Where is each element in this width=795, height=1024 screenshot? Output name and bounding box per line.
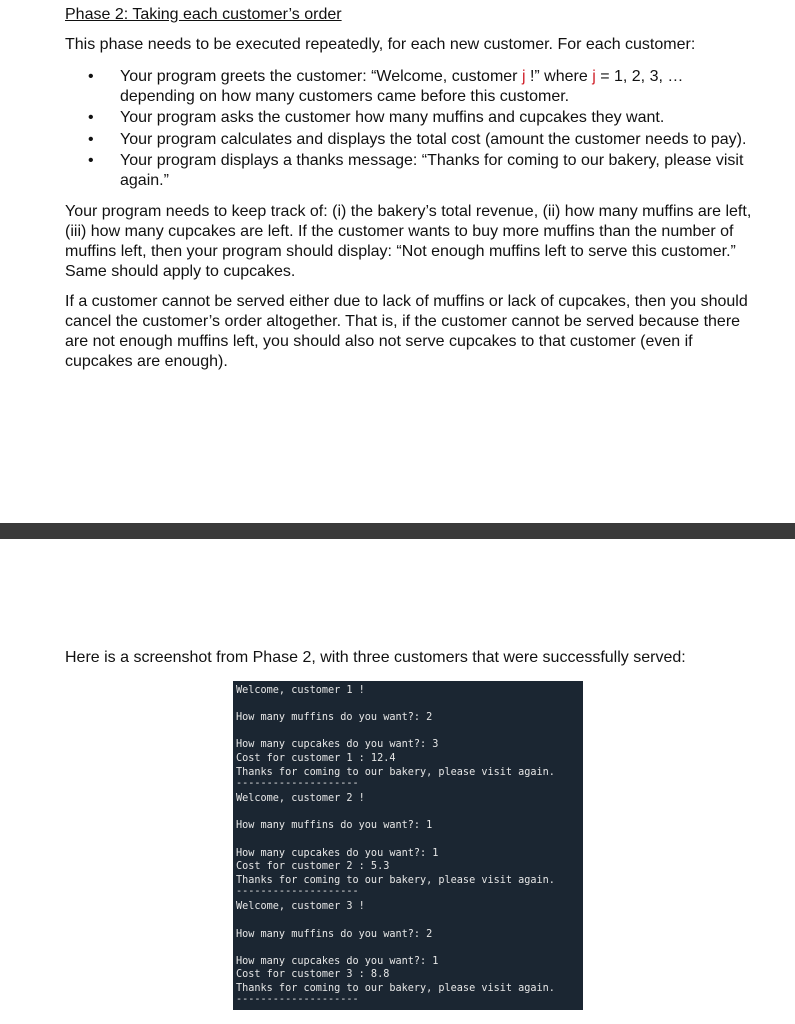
console-line: How many cupcakes do you want?: 3 bbox=[236, 739, 439, 751]
phase-section bbox=[65, 4, 755, 372]
variable-j: j bbox=[521, 68, 526, 85]
console-line: Cost for customer 1 : 12.4 bbox=[236, 752, 396, 764]
console-line: How many cupcakes do you want?: 1 bbox=[236, 847, 439, 859]
section-heading: Phase 2: Taking each customer’s order bbox=[65, 6, 342, 23]
list-item: • Your program displays a thanks message: “Thanks for coming to our bakery, please visit again.” bbox=[65, 151, 755, 190]
variable-j: j bbox=[592, 68, 596, 85]
intro-paragraph: This phase needs to be executed repeatedly, for each new customer. For each customer: bbox=[65, 36, 696, 53]
console-line: How many muffins do you want?: 1 bbox=[236, 820, 433, 832]
bullet-text: = 1, 2, 3, … depending on how many customers came before this customer. bbox=[120, 68, 684, 105]
console-line: Thanks for coming to our bakery, please visit again. bbox=[236, 874, 555, 886]
console-line: How many muffins do you want?: 2 bbox=[236, 712, 433, 724]
list-item bbox=[65, 67, 755, 106]
console-line: Cost for customer 2 : 5.3 bbox=[236, 861, 390, 873]
console-separator: -------------------- bbox=[236, 778, 359, 790]
screenshot-section bbox=[65, 648, 755, 668]
console-line: How many cupcakes do you want?: 1 bbox=[236, 955, 439, 967]
bullet-text: !” where bbox=[525, 68, 593, 85]
console-separator: -------------------- bbox=[236, 994, 359, 1006]
list-item: • Your program calculates and displays the total cost (amount the customer needs to pay). bbox=[65, 130, 755, 150]
console-screenshot bbox=[233, 681, 583, 1010]
cancel-paragraph: If a customer cannot be served either due to lack of muffins or lack of cupcakes, then you should cancel the customer’s order altogether. That is, if the customer cannot be served because there are not enough muffins left, you should also not serve cupcakes to that customer (even if cupcakes are enough). bbox=[65, 293, 748, 370]
console-separator: -------------------- bbox=[236, 886, 359, 898]
tracking-paragraph: Your program needs to keep track of: (i) the bakery’s total revenue, (ii) how many muffins are left, (iii) how many cupcakes are left. If the customer wants to buy more muffins than the number of muffins left, then your program should display: “Not enough muffins left to serve this customer.” Same should apply to cupcakes. bbox=[65, 203, 752, 280]
console-line: Welcome, customer 1 ! bbox=[236, 685, 365, 696]
console-line: Welcome, customer 2 ! bbox=[236, 793, 365, 805]
requirements-list bbox=[65, 67, 755, 190]
list-item: • Your program asks the customer how many muffins and cupcakes they want. bbox=[65, 108, 755, 128]
console-line: How many muffins do you want?: 2 bbox=[236, 928, 433, 940]
console-line: Thanks for coming to our bakery, please visit again. bbox=[236, 766, 555, 778]
console-line: Thanks for coming to our bakery, please visit again. bbox=[236, 982, 555, 994]
page-divider bbox=[0, 523, 795, 539]
console-line: Cost for customer 3 : 8.8 bbox=[236, 969, 390, 981]
screenshot-caption: Here is a screenshot from Phase 2, with three customers that were successfully served: bbox=[65, 649, 686, 666]
console-line: Welcome, customer 3 ! bbox=[236, 901, 365, 913]
bullet-text: Your program greets the customer: “Welcome, customer bbox=[120, 68, 522, 85]
